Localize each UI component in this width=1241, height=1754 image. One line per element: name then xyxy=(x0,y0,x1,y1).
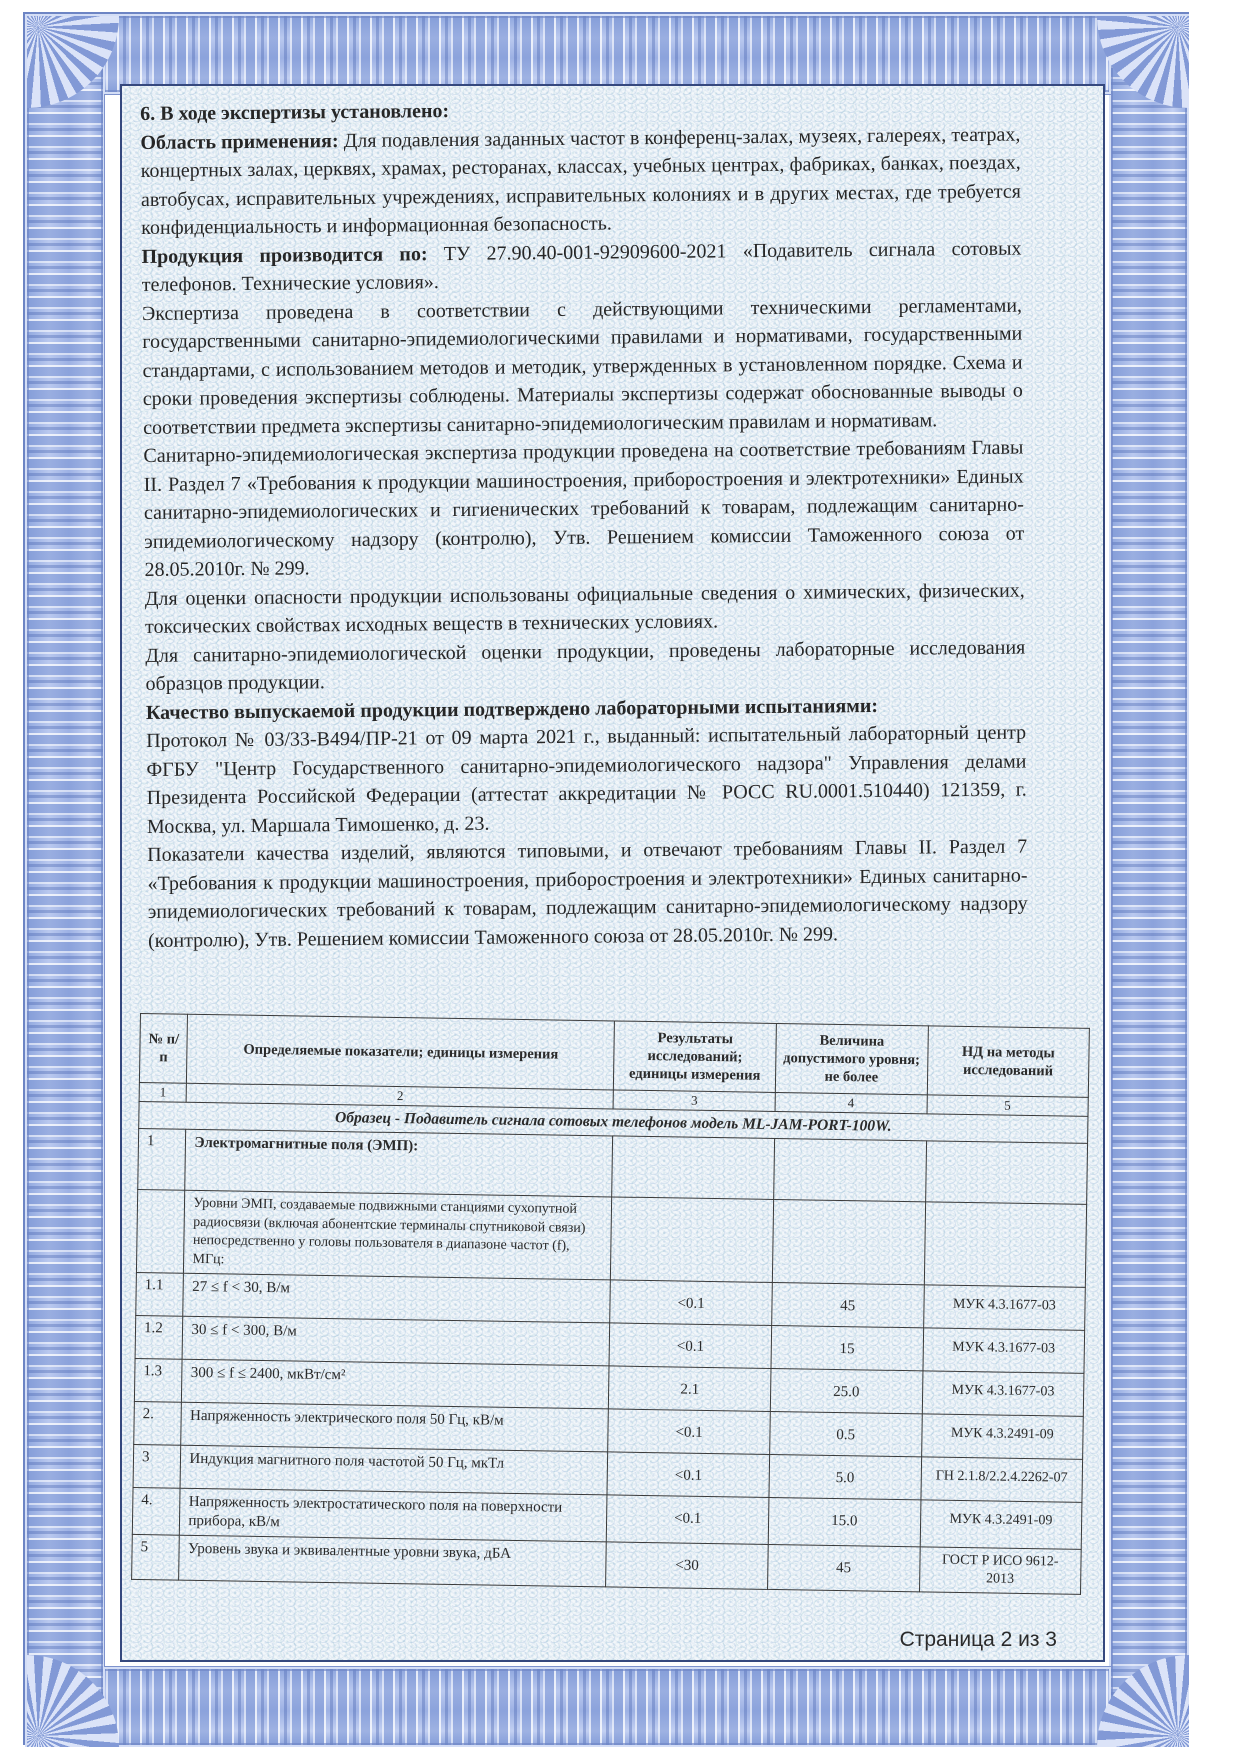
cell-limit: 15.0 xyxy=(768,1497,921,1546)
scope-lead: Область применения: xyxy=(140,129,339,154)
cell-method: ГН 2.1.8/2.2.4.2262-07 xyxy=(921,1457,1083,1503)
cell-num: 1.3 xyxy=(134,1358,182,1402)
cell-indicator: Электромагнитные поля (ЭМП): xyxy=(185,1129,613,1197)
cell-indicator: Напряженность электрического поля 50 Гц, кВ/м xyxy=(181,1402,609,1452)
cell-num: 2. xyxy=(134,1401,182,1445)
cell-limit: 5.0 xyxy=(769,1454,921,1499)
col-header-result: Результаты исследований; единицы измерения xyxy=(614,1021,776,1093)
cell-method xyxy=(924,1202,1087,1288)
body-text xyxy=(140,92,1028,955)
cell-method: МУК 4.3.1677-03 xyxy=(923,1285,1085,1331)
cell-num: 4. xyxy=(132,1487,180,1535)
cell-indicator: Уровни ЭМП, создаваемые подвижными станциями сухопутной радиосвязи (включая абонентские терминалы спутниковой связи) непосредственно у головы пользователя в диапазоне частот (f), МГц: xyxy=(184,1190,612,1280)
cell-indicator: 300 ≤ f ≤ 2400, мкВт/см² xyxy=(182,1359,610,1409)
paragraph-hazard: Для оценки опасности продукции использованы официальные сведения о химических, физических, токсических свойствах исходных веществ в технических условиях. xyxy=(144,579,1025,638)
paragraph-indicators: Показатели качества изделий, являются типовыми, и отвечают требованиям Главы II. Раздел 7 «Требования к продукции машиностроения, приборостроения и электротехники» Единых санитарно-эпидемиологических требований к товарам, подлежащим санитарно-эпидемиологическому надзору (контролю), Утв. Решением комиссии Таможенного союза от 28.05.2010г. № 299. xyxy=(147,835,1028,952)
cell-result xyxy=(611,1197,774,1283)
col-number-4: 4 xyxy=(775,1092,927,1113)
cell-indicator: Уровень звука и эквивалентные уровни звука, дБА xyxy=(179,1535,607,1587)
cell-indicator: Напряженность электростатического поля на поверхности прибора, кВ/м xyxy=(180,1488,608,1542)
col-header-method: НД на методы исследований xyxy=(927,1026,1089,1098)
results-table xyxy=(131,1013,1090,1595)
paragraph-sanepid: Санитарно-эпидемиологическая экспертиза продукции проведена на соответствие требованиям Главы II. Раздел 7 «Требования к продукции машиностроения, приборостроения и электротехники» Единых санитарно-эпидемиологических и гигиенических требований к товарам, подлежащим санитарно-эпидемиологическому надзору (контролю), Утв. Решением комиссии Таможенного союза от 28.05.2010г. № 299. xyxy=(143,436,1025,581)
paragraph-expertise: Экспертиза проведена в соответствии с действующими техническими регламентами, государственными санитарно-эпидемиологическими правилами и нормативами, государственными стандартами, с использованием методов и методик, утвержденных в установленном порядке. Схема и сроки проведения экспертизы соблюдены. Материалы экспертизы содержат обоснованные выводы о соответствии предмета экспертизы санитарно-эпидемиологическим правилам и нормативам. xyxy=(141,294,1023,439)
cell-method: МУК 4.3.2491-09 xyxy=(921,1414,1083,1460)
page-indicator: Страница 2 из 3 xyxy=(899,1628,1057,1651)
border-band-right xyxy=(1109,14,1189,1747)
cell-result: <0.1 xyxy=(607,1452,769,1498)
cell-limit: 25.0 xyxy=(770,1368,922,1413)
scope-text: Для подавления заданных частот в конференц-залах, музеях, галереях, театрах, концертных залах, церквях, храмах, ресторанах, классах, учебных центрах, фабриках, банках, поездах, автобусах, исправительных учреждениях, исправительных колониях и в других местах, где требуется конфиденциальность и информационная безопасность. xyxy=(140,123,1022,239)
cell-limit xyxy=(773,1138,926,1201)
content-area xyxy=(120,84,1105,1662)
tu-text: ТУ 27.90.40-001-92909600-2021 «Подавитель сигнала сотовых телефонов. Технические условия». xyxy=(141,237,1022,296)
cell-method: МУК 4.3.2491-09 xyxy=(920,1500,1082,1550)
col-number-2: 2 xyxy=(187,1083,614,1109)
cell-method: ГОСТ Р ИСО 9612-2013 xyxy=(919,1547,1081,1595)
table-row xyxy=(136,1189,1086,1287)
border-band-bottom xyxy=(25,1667,1189,1747)
cell-num: 1 xyxy=(138,1128,186,1190)
cell-num: 5 xyxy=(132,1534,180,1580)
col-header-limit: Величина допустимого уровня; не более xyxy=(775,1023,928,1094)
paragraph-lab: Для санитарно-эпидемиологической оценки продукции, проведены лабораторные исследования образцов продукции. xyxy=(145,636,1026,695)
cell-num: 1.1 xyxy=(136,1272,184,1316)
cell-result: <0.1 xyxy=(609,1323,771,1369)
cell-limit: 45 xyxy=(771,1282,923,1327)
cell-method xyxy=(925,1141,1087,1205)
cell-result: <30 xyxy=(606,1542,768,1590)
cell-indicator: 27 ≤ f < 30, В/м xyxy=(183,1273,611,1323)
tu-lead: Продукция производится по: xyxy=(141,242,428,268)
paragraph-scope xyxy=(140,120,1021,242)
border-band-top xyxy=(25,14,1189,94)
section-heading: 6. В ходе экспертизы установлено: xyxy=(140,100,450,125)
col-number-3: 3 xyxy=(614,1090,776,1112)
border-band-left xyxy=(25,14,105,1747)
cell-num: 1.2 xyxy=(135,1315,183,1359)
cell-method: МУК 4.3.1677-03 xyxy=(923,1328,1085,1374)
cell-limit: 0.5 xyxy=(769,1411,921,1456)
cell-result: <0.1 xyxy=(608,1409,770,1455)
cell-limit xyxy=(772,1199,925,1284)
cell-result xyxy=(612,1136,774,1200)
cell-result: <0.1 xyxy=(607,1495,769,1545)
cell-result: 2.1 xyxy=(609,1366,771,1412)
cell-result: <0.1 xyxy=(610,1280,772,1326)
cell-method: МУК 4.3.1677-03 xyxy=(922,1371,1084,1417)
cell-limit: 45 xyxy=(767,1544,920,1591)
col-number-1: 1 xyxy=(139,1082,187,1102)
paragraph-protocol: Протокол № 03/33-В494/ПР-21 от 09 марта 2021 г., выданный: испытательный лабораторный центр ФГБУ "Центр Государственного санитарно-эпидемиологического надзора" Управления делами Президента Российской Федерации (аттестат аккредитации № РОСС RU.0001.510440) 121359, г. Москва, ул. Маршала Тимошенко, д. 23. xyxy=(146,721,1027,838)
sample-caption: Образец - Подавитель сигнала сотовых телефонов модель ML-JAM-PORT-100W. xyxy=(139,1101,1088,1143)
col-header-indicator: Определяемые показатели; единицы измерения xyxy=(187,1014,615,1090)
cell-indicator: 30 ≤ f < 300, В/м xyxy=(183,1316,611,1366)
cell-num: 3 xyxy=(133,1444,181,1488)
col-number-5: 5 xyxy=(927,1095,1089,1117)
cell-limit: 15 xyxy=(771,1325,923,1370)
col-header-num: № п/п xyxy=(139,1014,188,1084)
quality-heading: Качество выпускаемой продукции подтверждено лабораторными испытаниями: xyxy=(145,694,879,724)
cell-indicator: Индукция магнитного поля частотой 50 Гц, мкТл xyxy=(180,1445,608,1495)
cell-num xyxy=(136,1189,185,1273)
results-table-wrapper xyxy=(131,1013,1090,1595)
paragraph-tu xyxy=(141,234,1022,299)
